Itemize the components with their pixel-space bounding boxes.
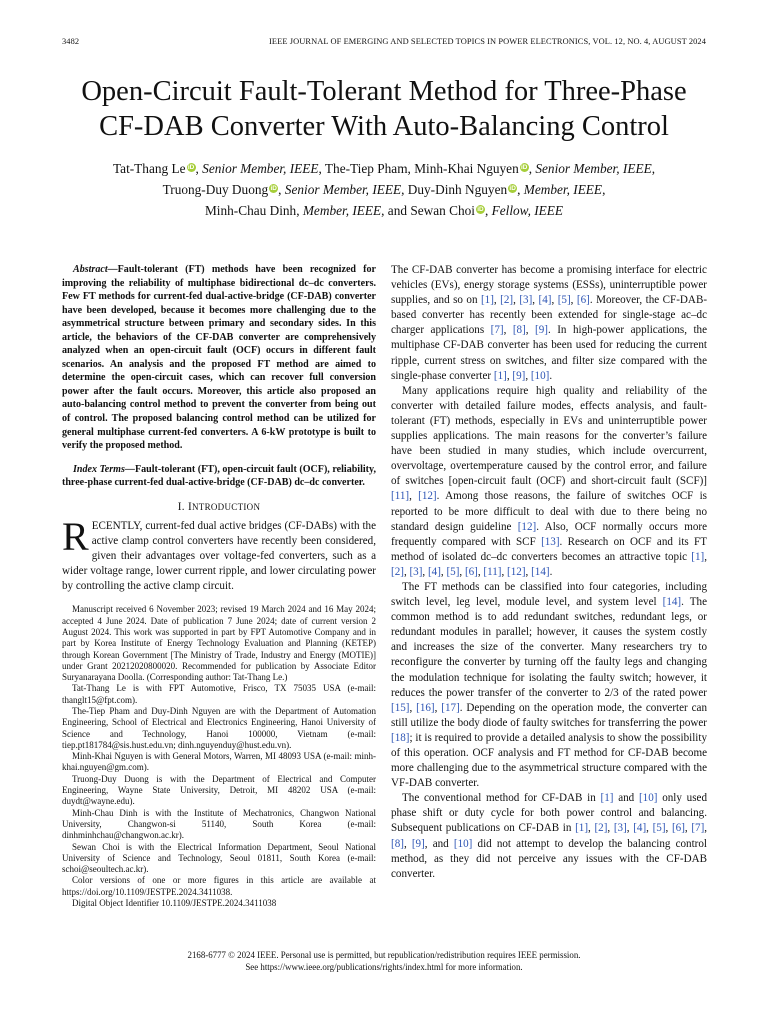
copyright-line-1: 2168-6777 © 2024 IEEE. Personal use is permitted, but republication/redistribution requires IEEE permission.: [187, 950, 581, 960]
citation-link[interactable]: [17]: [441, 701, 460, 714]
citation-link[interactable]: [6]: [671, 822, 685, 835]
footnote: Sewan Choi is with the Electrical Information Department, Seoul National University of Science and Technology, Seoul 01811, South Korea (e-mail: schoi@seoultech.ac.kr).: [62, 841, 376, 875]
journal-name: IEEE JOURNAL OF EMERGING AND SELECTED TOPICS IN POWER ELECTRONICS, VOL. 12, NO. 4, AUGUST 2024: [269, 37, 706, 46]
author-name: Sewan Choi: [410, 203, 475, 218]
footnote: The-Tiep Pham and Duy-Dinh Nguyen are with the Department of Automation Engineering, School of Electrical and Electronics Engineering, Hanoi University of Science and Technology, Hanoi 100000, Vietnam (e-mail: tiep.pt181784@sis.hust.edu.vn; dinh.nguyenduy@hust.edu.vn).: [62, 705, 376, 750]
title-line-1: Open-Circuit Fault-Tolerant Method for Three-Phase: [81, 76, 687, 107]
author-role: Member, IEEE: [302, 203, 382, 218]
citation-link[interactable]: [7]: [691, 822, 705, 835]
left-column: [62, 263, 376, 909]
citation-link[interactable]: [11]: [391, 490, 410, 503]
author-name: Tat-Thang Le: [112, 161, 186, 176]
intro-text: ECENTLY, current-fed dual active bridges (CF-DABs) with the active clamp control converters have recently been considered, given their advantages over voltage-fed converters, such as a wider voltage range, lower current ripple, and lower circulating power by controlling the active clamp circuit.: [62, 519, 376, 593]
abstract: [62, 263, 376, 453]
body-paragraph: Many applications require high quality and reliability of the converter with detailed failure modes, effects analysis, and fault-tolerant (FT) methods, especially in EVs and uninterruptible power supplies applications. The main reasons for the converter’s failure have been studied in many studies, which include overcurrent, overvoltage, overtemperature caused by the control error, and failure of switches [open-circuit fault (OCF) and short-circuit fault (SCF)] [11], [12]. Among those reasons, the failure of switches OCF is reported to be more difficult to deal with due to there being no standard design guideline [12]. Also, OCF normally occurs more frequently compared with SCF [13]. Research on OCF and its FT method of isolated dc–dc converters becomes an attractive topic [1], [2], [3], [4], [5], [6], [11], [12], [14].: [391, 384, 708, 578]
orcid-icon[interactable]: iD: [521, 164, 528, 171]
citation-link[interactable]: [9]: [411, 837, 425, 850]
author-name: Truong-Duy Duong: [162, 182, 269, 197]
index-terms-label: Index Terms—: [73, 463, 135, 475]
body-paragraph: The conventional method for CF-DAB in [1] and [10] only used phase shift or duty cycle for both power control and balancing. Subsequent publications on CF-DAB in [1], [2], [3], [4], [5], [6], [7], [8], [9], and [10] did not attempt to develop the balancing control method, as they did not perceive any issues with the CF-DAB converter.: [391, 792, 708, 880]
running-head: [62, 37, 706, 49]
footnote: Truong-Duy Duong is with the Department of Electrical and Computer Engineering, Wayne State University, Detroit, MI 48202 USA (e-mail: duydt@wayne.edu).: [62, 773, 376, 807]
citation-link[interactable]: [3]: [409, 565, 423, 578]
citation-link[interactable]: [13]: [541, 535, 560, 548]
orcid-icon[interactable]: iD: [187, 164, 195, 171]
citation-link[interactable]: [2]: [594, 822, 608, 835]
author-role: Fellow, IEEE: [491, 203, 564, 218]
citation-link[interactable]: [10]: [530, 369, 550, 382]
author-name: Duy-Dinh Nguyen: [407, 182, 508, 197]
citation-link[interactable]: [9]: [535, 324, 548, 337]
paper-title: [30, 74, 738, 144]
author-role: Senior Member, IEEE: [284, 182, 402, 197]
citation-link[interactable]: [15]: [391, 701, 410, 714]
citation-link[interactable]: [5]: [446, 565, 460, 578]
orcid-icon[interactable]: iD: [270, 185, 277, 192]
citation-link[interactable]: [1]: [493, 369, 507, 382]
citation-link[interactable]: [11]: [483, 565, 502, 578]
author-name: Minh-Chau Dinh: [204, 203, 297, 218]
author-list: [40, 158, 728, 221]
footnote: Tat-Thang Le is with FPT Automotive, Frisco, TX 75035 USA (e-mail: thanglt15@fpt.com).: [62, 683, 376, 705]
footnote: Minh-Khai Nguyen is with General Motors, Warren, MI 48093 USA (e-mail: minh-khai.nguyen@gm.com).: [62, 751, 376, 773]
citation-link[interactable]: [4]: [633, 822, 647, 835]
author-line-1: Tat-Thang Le iD, Senior Member, IEEE, The-Tiep Pham, Minh-Khai Nguyen iD, Senior Member, IEEE,: [112, 161, 656, 176]
abstract-label: Abstract—: [73, 264, 118, 275]
copyright-notice: [62, 950, 706, 973]
copyright-line-2: See https://www.ieee.org/publications/rights/index.html for more information.: [245, 961, 523, 972]
citation-link[interactable]: [4]: [538, 294, 552, 307]
author-role: Senior Member, IEEE: [202, 161, 319, 176]
footnotes: [62, 604, 376, 909]
page-number: 3482: [62, 37, 80, 46]
citation-link[interactable]: [16]: [416, 701, 435, 714]
right-column: [391, 263, 707, 882]
citation-link[interactable]: [1]: [575, 822, 589, 835]
author-line-3: Minh-Chau Dinh, Member, IEEE, and Sewan Choi iD, Fellow, IEEE: [204, 203, 564, 218]
citation-link[interactable]: [3]: [519, 294, 533, 307]
body-paragraph: The FT methods can be classified into four categories, including switch level, leg level, module level, and system level [14]. The common method is to add redundant switches, redundant legs, or redundant modules in parallel; however, it causes the system costly and increases the size of the converter. Many researchers try to reconfigure the converter by turning off the faulty legs and changing the modulation technique for isolating the faulty switch; however, it reduces the power transfer of the converter to 2/3 of the rated power [15], [16], [17]. Depending on the operation mode, the converter can still utilize the body diode of faulty switches for transferring the power [18]; it is required to provide a detailed analysis to show the possibility of this operation. OCF analysis and FT method for CF-DAB become more challenging due to the asymmetrical structure compared with the VF-DAB converter.: [391, 580, 708, 790]
citation-link[interactable]: [5]: [652, 822, 666, 835]
citation-link[interactable]: [12]: [418, 490, 437, 503]
citation-link[interactable]: [6]: [464, 565, 478, 578]
author-name: Minh-Khai Nguyen: [414, 161, 519, 176]
citation-link[interactable]: [6]: [576, 294, 590, 307]
citation-link[interactable]: [8]: [512, 324, 526, 337]
index-terms: [62, 463, 376, 490]
citation-link[interactable]: [12]: [517, 520, 537, 533]
citation-link[interactable]: [12]: [507, 565, 526, 578]
citation-link[interactable]: [14]: [531, 565, 550, 578]
citation-link[interactable]: [5]: [557, 294, 571, 307]
author-role: Senior Member, IEEE: [535, 161, 652, 176]
abstract-text: Fault-tolerant (FT) methods have been recognized for improving the reliability of multiphase bidirectional dc–dc converters. Few FT methods for current-fed dual-active-bridge (CF-DAB) converter have been developed, because it becomes more challenging due to the asymmetrical structure between primary and secondary sides. In this article, the behaviors of the CF-DAB converter are comprehensively analyzed when an open-circuit fault (OCF) occurs in different fault scenarios. An analysis and the proposed FT method are aimed to determine the open-circuit cases, which can recover full conversion power after the fault occurs. Moreover, this article also proposed an auto-balancing control method to prevent the converter from being out of control. The proposed balancing control method can be utilized for general multiphase current-fed converters. A 6-kW prototype is built to verify the proposed method.: [62, 264, 376, 452]
intro-paragraph: [62, 513, 376, 594]
section-heading: I. INTRODUCTION: [177, 500, 261, 513]
body-paragraph: The CF-DAB converter has become a promising interface for electric vehicles (EVs), energy storage systems (ESSs), uninterruptible power supplies, and so on [1], [2], [3], [4], [5], [6]. Moreover, the CF-DAB-based converter has recently been extended for single-stage ac–dc charger applications [7], [8], [9]. In high-power applications, the multiphase CF-DAB converter has been used for reducing the current ripple, current stress on switches, and filter size compared with the single-phase converter [1], [9], [10].: [391, 264, 708, 382]
citation-link[interactable]: [1]: [691, 550, 705, 563]
orcid-icon[interactable]: iD: [509, 185, 516, 192]
author-role: Member, IEEE: [523, 182, 603, 197]
index-terms-text: Fault-tolerant (FT), open-circuit fault (OCF), reliability, three-phase current-fed dual-active-bridge (CF-DAB) dc–dc converter.: [62, 463, 377, 489]
drop-cap: R: [62, 513, 89, 559]
author-name: The-Tiep Pham: [324, 161, 408, 176]
citation-link[interactable]: [18]: [391, 731, 410, 744]
citation-link[interactable]: [10]: [453, 837, 473, 850]
citation-link[interactable]: [3]: [613, 822, 627, 835]
footnote: Minh-Chau Dinh is with the Institute of Mechatronics, Changwon National University, Changwon-si 51140, South Korea (e-mail: dinhminhchau@changwon.ac.kr).: [62, 807, 376, 841]
citation-link[interactable]: [1]: [480, 294, 494, 307]
title-line-2: CF-DAB Converter With Auto-Balancing Control: [99, 111, 669, 142]
citation-link[interactable]: [7]: [490, 324, 504, 337]
citation-link[interactable]: [14]: [662, 596, 682, 609]
citation-link[interactable]: [10]: [638, 792, 658, 805]
orcid-icon[interactable]: iD: [477, 206, 484, 213]
citation-link[interactable]: [4]: [427, 565, 441, 578]
citation-link[interactable]: [1]: [600, 792, 614, 805]
footnote: Manuscript received 6 November 2023; revised 19 March 2024 and 16 May 2024; accepted 4 June 2024. Date of publication 7 June 2024; date of current version 2 August 2024. This work was supported in part by FPT Automotive Company and in part by Korea Institute of Energy Technology Evaluation and Planning (KETEP) through Korean Government [The Ministry of Trade, Industry and Energy (MOTIE)] under Grant 20212020800020. Recommended for publication by Associate Editor Suryanarayana Doolla. (Corresponding author: Tat-Thang Le.): [62, 604, 376, 683]
citation-link[interactable]: [9]: [512, 369, 526, 382]
citation-link[interactable]: [2]: [391, 565, 404, 578]
citation-link[interactable]: [8]: [391, 837, 404, 850]
footnote: Digital Object Identifier 10.1109/JESTPE.2024.3411038: [72, 898, 277, 909]
author-line-2: Truong-Duy Duong iD, Senior Member, IEEE, Duy-Dinh Nguyen iD, Member, IEEE,: [162, 182, 606, 197]
citation-link[interactable]: [2]: [500, 294, 514, 307]
footnote: Color versions of one or more figures in this article are available at https://doi.org/10.1109/JESTPE.2024.3411038.: [62, 875, 376, 897]
